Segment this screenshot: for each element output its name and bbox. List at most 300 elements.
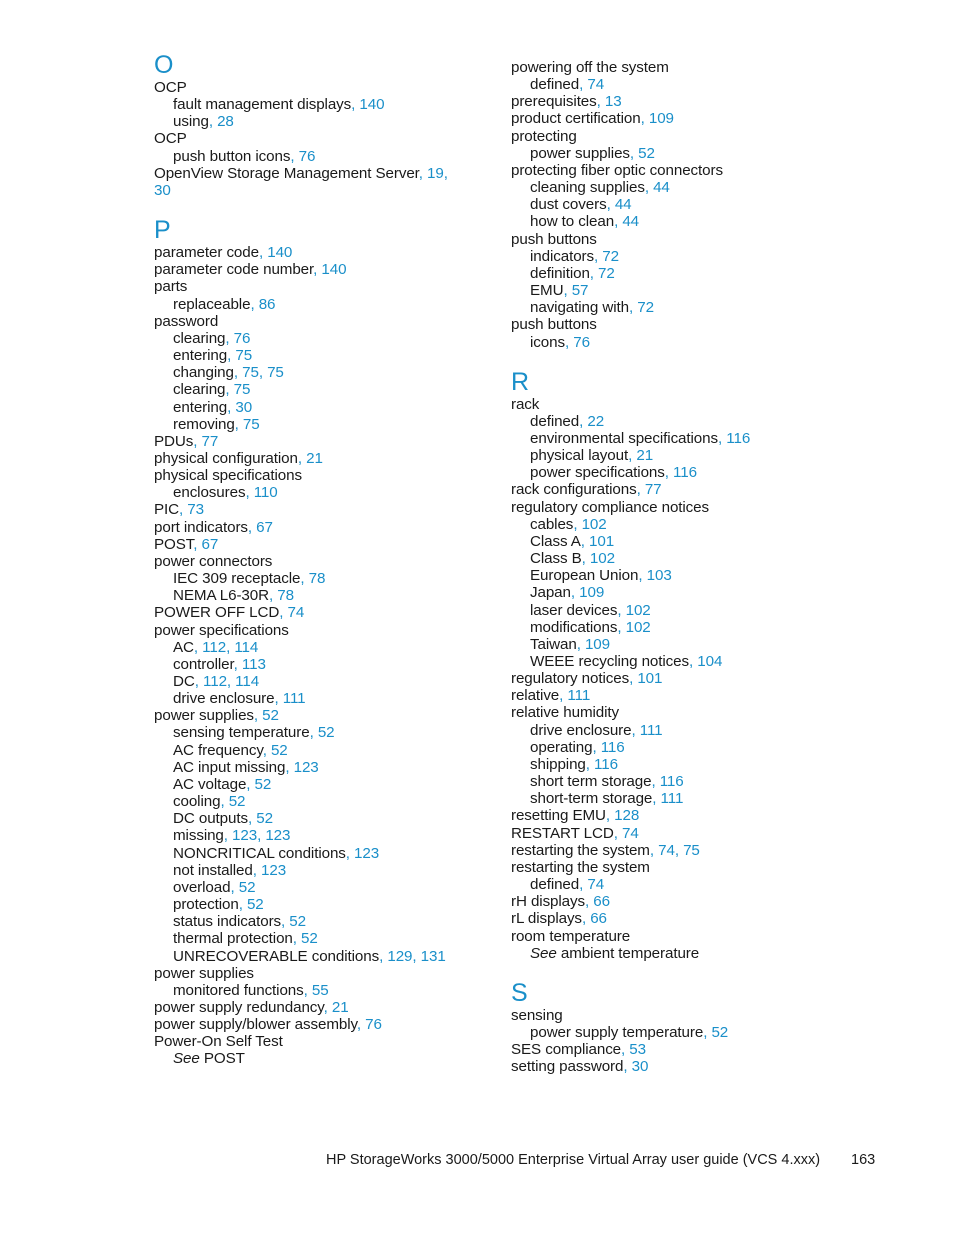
entry-term: restarting the system	[511, 841, 650, 859]
index-subentry	[154, 656, 484, 673]
entry-term: Japan	[530, 584, 571, 602]
page-separator: ,	[379, 947, 388, 965]
page-link[interactable]: 114	[234, 638, 259, 656]
entry-term: resetting EMU	[511, 807, 606, 825]
page-separator: ,	[623, 1058, 632, 1076]
entry-term: laser devices	[530, 601, 618, 619]
index-subentry	[154, 381, 484, 398]
index-subentry	[154, 827, 484, 844]
index-subentry	[154, 347, 484, 364]
index-subentry	[154, 1050, 484, 1067]
page-link[interactable]: 75	[235, 347, 253, 365]
page-link[interactable]: 86	[258, 295, 276, 313]
index-subentry	[154, 776, 484, 793]
entry-term: POWER OFF LCD	[154, 604, 280, 622]
page-separator: ,	[579, 76, 588, 94]
page-separator: ,	[303, 981, 312, 999]
entry-term: defined	[530, 876, 580, 894]
page-link[interactable]: 116	[600, 738, 625, 756]
index-subentry	[154, 587, 484, 604]
entry-term: definition	[530, 264, 590, 282]
index-subentry	[511, 533, 841, 550]
entry-term: how to clean	[530, 213, 615, 231]
index-entry	[154, 130, 484, 147]
index-subentry	[511, 430, 841, 447]
entry-term: SES compliance	[511, 1041, 622, 1059]
page-link[interactable]: 74	[621, 824, 639, 842]
index-entry	[154, 313, 484, 330]
entry-term: Class B	[530, 550, 582, 568]
index-entry	[511, 807, 841, 824]
entry-term: monitored functions	[173, 981, 304, 999]
entry-term: missing	[173, 827, 224, 845]
page-link[interactable]: 123	[265, 827, 291, 845]
page-link[interactable]: 113	[241, 655, 266, 673]
page-link[interactable]: 75	[242, 415, 260, 433]
entry-term: sensing temperature	[173, 724, 310, 742]
entry-term: drive enclosure	[173, 690, 275, 708]
page-separator: ,	[351, 96, 360, 114]
page-separator: ,	[664, 464, 674, 482]
entry-term: physical configuration	[154, 449, 298, 467]
page-link[interactable]: 104	[697, 653, 723, 670]
page-separator: ,	[570, 584, 580, 602]
page-link[interactable]: 75	[267, 364, 284, 382]
page-link[interactable]: 52	[238, 878, 256, 896]
entry-term: shipping	[530, 755, 586, 773]
page-separator: ,	[323, 998, 332, 1016]
page-link[interactable]: 109	[584, 635, 610, 653]
page-link[interactable]: 73	[187, 501, 204, 519]
entry-term: parts	[154, 278, 188, 296]
page-link[interactable]: 111	[660, 790, 684, 808]
entry-term: POST	[203, 1050, 245, 1068]
entry-term: protecting fiber optic connectors	[511, 161, 723, 179]
page-link[interactable]: 114	[235, 673, 260, 690]
index-entry	[511, 59, 841, 76]
page-separator: ,	[194, 673, 203, 690]
entry-term: entering	[173, 347, 228, 365]
page-link[interactable]: 75	[683, 841, 700, 859]
section-letter: R	[511, 367, 530, 396]
entry-term: NONCRITICAL conditions	[173, 844, 346, 862]
index-subentry	[154, 296, 484, 313]
index-entry	[511, 893, 841, 910]
page-link[interactable]: 44	[653, 179, 670, 197]
index-entry	[511, 687, 841, 704]
page-separator: ,	[297, 449, 307, 467]
index-subentry	[154, 879, 484, 896]
index-section	[154, 217, 484, 1068]
index-subentry	[511, 773, 841, 790]
index-entry	[511, 704, 841, 721]
page-separator: ,	[629, 670, 638, 688]
index-subentry	[154, 948, 484, 965]
page-separator: ,	[253, 707, 263, 725]
page-separator: ,	[418, 164, 428, 182]
page-separator: ,	[636, 481, 645, 499]
page-link[interactable]: 111	[282, 690, 306, 708]
page-link[interactable]: 74	[587, 76, 605, 94]
page-link[interactable]: 77	[644, 481, 662, 499]
page-separator: ,	[250, 295, 259, 313]
index-subentry	[511, 516, 841, 533]
page-link[interactable]: 102	[625, 618, 651, 636]
entry-term: cables	[530, 515, 574, 533]
index-entry	[154, 999, 484, 1016]
entry-term: thermal protection	[173, 930, 293, 948]
index-entry	[154, 536, 484, 553]
page-link[interactable]: 22	[587, 412, 605, 430]
index-entry	[511, 316, 841, 333]
page-link[interactable]: 67	[201, 535, 219, 553]
index-entry	[511, 1058, 841, 1075]
page-separator: ,	[606, 196, 615, 214]
page-link[interactable]: 77	[201, 432, 219, 450]
entry-term: overload	[173, 878, 231, 896]
entry-term: parameter code	[154, 244, 259, 262]
index-entry	[511, 110, 841, 127]
page-separator: ,	[589, 264, 599, 282]
entry-term: push buttons	[511, 230, 597, 248]
page-link[interactable]: 52	[270, 741, 288, 759]
page-link[interactable]: 129	[387, 947, 413, 965]
entry-term: defined	[530, 76, 580, 94]
page-separator: ,	[179, 501, 188, 519]
page-link[interactable]: 78	[308, 570, 326, 588]
index-entry	[154, 965, 484, 982]
entry-term: Taiwan	[530, 635, 577, 653]
index-entry	[511, 910, 841, 927]
entry-term: ambient temperature	[560, 944, 700, 962]
page-separator: ,	[226, 638, 235, 656]
entry-term: rack	[511, 395, 540, 413]
page-separator: ,	[258, 244, 268, 262]
page-separator: ,	[629, 144, 639, 162]
page-link[interactable]: 19	[427, 164, 444, 182]
page-link[interactable]: 72	[637, 299, 654, 317]
page-link[interactable]: 28	[217, 113, 234, 131]
see-reference-label: See	[173, 1050, 200, 1068]
page-separator: ,	[579, 412, 588, 430]
page-link[interactable]: 52	[317, 724, 335, 742]
page-link[interactable]: 76	[365, 1016, 382, 1034]
page-link[interactable]: 112	[202, 638, 227, 656]
page-link[interactable]: 123	[261, 861, 287, 879]
page-link[interactable]: 72	[598, 264, 615, 282]
index-subentry	[511, 213, 841, 230]
page-separator: ,	[247, 810, 257, 828]
page-link[interactable]: 57	[571, 282, 589, 300]
page-separator: ,	[246, 775, 255, 793]
entry-term: PIC	[154, 501, 180, 519]
page-link[interactable]: 131	[420, 947, 446, 965]
entry-term: clearing	[173, 381, 226, 399]
page-separator: ,	[252, 861, 262, 879]
entry-term: rL displays	[511, 910, 582, 928]
page-link[interactable]: 140	[359, 96, 385, 114]
index-subentry	[511, 248, 841, 265]
page-link[interactable]: 21	[306, 449, 323, 467]
page-separator: ,	[443, 164, 448, 182]
page-link[interactable]: 66	[590, 910, 607, 928]
page-separator: ,	[208, 113, 218, 131]
page-separator: ,	[268, 587, 278, 605]
page-link[interactable]: 52	[301, 930, 318, 948]
index-subentry	[511, 550, 841, 567]
entry-term: EMU	[530, 282, 564, 300]
page-link[interactable]: 109	[648, 110, 674, 128]
page-separator: ,	[233, 364, 243, 382]
page-link[interactable]: 44	[622, 213, 640, 231]
index-subentry	[511, 790, 841, 807]
page-link[interactable]: 110	[253, 484, 278, 502]
index-subentry	[511, 584, 841, 601]
entry-term: power connectors	[154, 552, 273, 570]
page-separator: ,	[640, 110, 649, 128]
index-entry	[154, 244, 484, 261]
entry-term: cooling	[173, 793, 221, 811]
page-separator: ,	[580, 532, 590, 550]
page-link[interactable]: 78	[277, 587, 294, 605]
index-entry	[154, 604, 484, 621]
entry-term: UNRECOVERABLE conditions	[173, 947, 380, 965]
page-separator: ,	[613, 824, 622, 842]
page-link[interactable]: 76	[298, 147, 316, 165]
entry-term: prerequisites	[511, 93, 597, 111]
page-separator: ,	[585, 755, 595, 773]
entry-term: restarting the system	[511, 858, 650, 876]
entry-term: power supply/blower assembly	[154, 1016, 357, 1034]
entry-term: setting password	[511, 1058, 624, 1076]
entry-term: icons	[530, 333, 565, 351]
index-entry	[511, 1007, 841, 1024]
index-subentry	[154, 724, 484, 741]
page-link[interactable]: 74	[287, 604, 305, 622]
page-separator: ,	[576, 635, 585, 653]
page-link[interactable]: 52	[228, 793, 246, 811]
page-link[interactable]: 55	[311, 981, 329, 999]
index-entry	[511, 928, 841, 945]
index-entry	[154, 450, 484, 467]
page-link[interactable]: 75	[242, 364, 259, 382]
entry-term: using	[173, 113, 209, 131]
page-link[interactable]: 52	[246, 896, 264, 914]
entry-term: OCP	[154, 130, 187, 148]
page-separator: ,	[193, 432, 202, 450]
page-link[interactable]: 52	[711, 1023, 729, 1041]
page-separator: ,	[300, 570, 309, 588]
page-link[interactable]: 111	[567, 687, 591, 705]
page-link[interactable]: 30	[154, 181, 171, 199]
page-separator: ,	[559, 687, 568, 705]
page-link[interactable]: 140	[267, 244, 293, 262]
page-link[interactable]: 74	[658, 841, 675, 859]
page-number: 163	[851, 1152, 876, 1168]
index-section	[511, 59, 841, 351]
page-separator: ,	[689, 653, 698, 670]
index-subentry	[154, 364, 484, 381]
page-separator: ,	[225, 381, 234, 399]
index-subentry	[154, 416, 484, 433]
entry-term: AC voltage	[173, 775, 247, 793]
entry-term: clearing	[173, 329, 226, 347]
page-separator: ,	[258, 364, 268, 382]
index-subentry	[511, 653, 841, 670]
page-link[interactable]: 52	[256, 810, 273, 828]
page-link[interactable]: 116	[659, 773, 684, 791]
see-reference-label: See	[530, 944, 557, 962]
index-subentry	[154, 399, 484, 416]
page-link[interactable]: 76	[573, 333, 590, 351]
page-separator: ,	[621, 1041, 630, 1059]
entry-term: navigating with	[530, 299, 629, 317]
page-link[interactable]: 116	[726, 429, 751, 447]
entry-term: Power-On Self Test	[154, 1033, 283, 1051]
page-link[interactable]: 111	[639, 721, 663, 739]
entry-term: power supplies	[530, 144, 630, 162]
page-link[interactable]: 21	[636, 447, 654, 465]
section-letter: P	[154, 216, 171, 245]
index-subentry	[511, 567, 841, 584]
page-separator: ,	[279, 604, 288, 622]
page-link[interactable]: 52	[638, 144, 655, 162]
index-column-right	[511, 59, 841, 1075]
page-separator: ,	[292, 930, 302, 948]
entry-term: power specifications	[154, 621, 289, 639]
entry-term: push buttons	[511, 316, 597, 334]
page-link[interactable]: 53	[629, 1041, 646, 1059]
page-link[interactable]: 123	[354, 844, 380, 862]
page-link[interactable]: 109	[579, 584, 605, 602]
page-separator: ,	[290, 147, 299, 165]
page-link[interactable]: 30	[235, 398, 253, 416]
page-link[interactable]: 21	[331, 998, 349, 1016]
page-separator: ,	[651, 773, 660, 791]
page-link[interactable]: 52	[262, 707, 279, 725]
page-separator: ,	[238, 896, 247, 914]
entry-term: OpenView Storage Management Server	[154, 164, 419, 182]
page-link[interactable]: 102	[581, 515, 607, 533]
page-link[interactable]: 112	[203, 673, 227, 690]
page-link[interactable]: 76	[233, 329, 251, 347]
page-link[interactable]: 52	[254, 775, 272, 793]
page-link[interactable]: 123	[293, 758, 319, 776]
page-link[interactable]: 123	[232, 827, 258, 845]
entry-term: product certification	[511, 110, 641, 128]
page-link[interactable]: 101	[589, 532, 615, 550]
index-subentry	[154, 759, 484, 776]
index-subentry	[154, 742, 484, 759]
entry-term: NEMA L6-30R	[173, 587, 269, 605]
page-link[interactable]: 116	[673, 464, 697, 482]
page-link[interactable]: 140	[321, 261, 347, 279]
page-separator: ,	[257, 827, 266, 845]
index-entry	[154, 278, 484, 295]
page-link[interactable]: 44	[614, 196, 632, 214]
index-entry	[154, 519, 484, 536]
entry-term: AC	[173, 638, 194, 656]
index-entry	[154, 261, 484, 278]
page-link[interactable]: 102	[625, 601, 651, 619]
entry-term: changing	[173, 364, 234, 382]
page-link[interactable]: 13	[604, 93, 622, 111]
entry-term: controller	[173, 655, 234, 673]
entry-term: cleaning supplies	[530, 179, 645, 197]
page-separator: ,	[649, 841, 659, 859]
entry-term: physical specifications	[154, 467, 302, 485]
page-separator: ,	[285, 758, 294, 776]
entry-term: removing	[173, 415, 235, 433]
footer-title: HP StorageWorks 3000/5000 Enterprise Virtual Array user guide (VCS 4.xxx)	[326, 1152, 821, 1168]
page-separator: ,	[605, 807, 615, 825]
page-separator: ,	[703, 1023, 712, 1041]
page-separator: ,	[227, 398, 236, 416]
index-subentry	[511, 739, 841, 756]
page-link[interactable]: 67	[256, 518, 273, 536]
entry-term: regulatory notices	[511, 670, 630, 688]
entry-term: room temperature	[511, 927, 631, 945]
page-link[interactable]: 72	[602, 247, 619, 265]
page-link[interactable]: 30	[631, 1058, 649, 1076]
index-entry	[511, 1041, 841, 1058]
index-entry	[511, 231, 841, 248]
entry-term: AC input missing	[173, 758, 286, 776]
entry-term: AC frequency	[173, 741, 263, 759]
entry-term: RESTART LCD	[511, 824, 614, 842]
page-separator: ,	[563, 282, 572, 300]
index-entry	[511, 499, 841, 516]
entry-term: Class A	[530, 532, 581, 550]
entry-term: sensing	[511, 1006, 563, 1024]
index-subentry	[511, 265, 841, 282]
page-separator: ,	[564, 333, 574, 351]
entry-term: PDUs	[154, 432, 194, 450]
page-separator: ,	[230, 878, 239, 896]
page-link[interactable]: 52	[289, 913, 306, 931]
entry-term: parameter code number	[154, 261, 314, 279]
page-separator: ,	[223, 827, 233, 845]
entry-term: relative humidity	[511, 704, 620, 722]
index-subentry	[511, 756, 841, 773]
index-subentry	[154, 570, 484, 587]
page-link[interactable]: 102	[589, 550, 615, 568]
page-link[interactable]: 103	[646, 567, 672, 585]
index-subentry	[511, 876, 841, 893]
page-link[interactable]: 66	[593, 893, 610, 911]
entry-term: replaceable	[173, 295, 251, 313]
entry-term: protection	[173, 896, 239, 914]
entry-term: protecting	[511, 127, 577, 145]
page-link[interactable]: 116	[594, 755, 618, 773]
page-link[interactable]: 74	[587, 876, 605, 894]
index-subentry	[154, 330, 484, 347]
index-section	[154, 52, 484, 199]
page-link[interactable]: 101	[637, 670, 663, 688]
page-link[interactable]: 128	[614, 807, 640, 825]
entry-term: OCP	[154, 79, 187, 96]
index-entry	[511, 825, 841, 842]
index-entry	[154, 1016, 484, 1033]
index-section	[511, 980, 841, 1076]
index-subentry	[511, 299, 841, 316]
page-link[interactable]: 75	[233, 381, 251, 399]
page-separator: ,	[262, 741, 271, 759]
page-separator: ,	[581, 910, 591, 928]
index-subentry	[511, 179, 841, 196]
page-separator: ,	[233, 655, 242, 673]
index-subentry	[511, 1024, 841, 1041]
